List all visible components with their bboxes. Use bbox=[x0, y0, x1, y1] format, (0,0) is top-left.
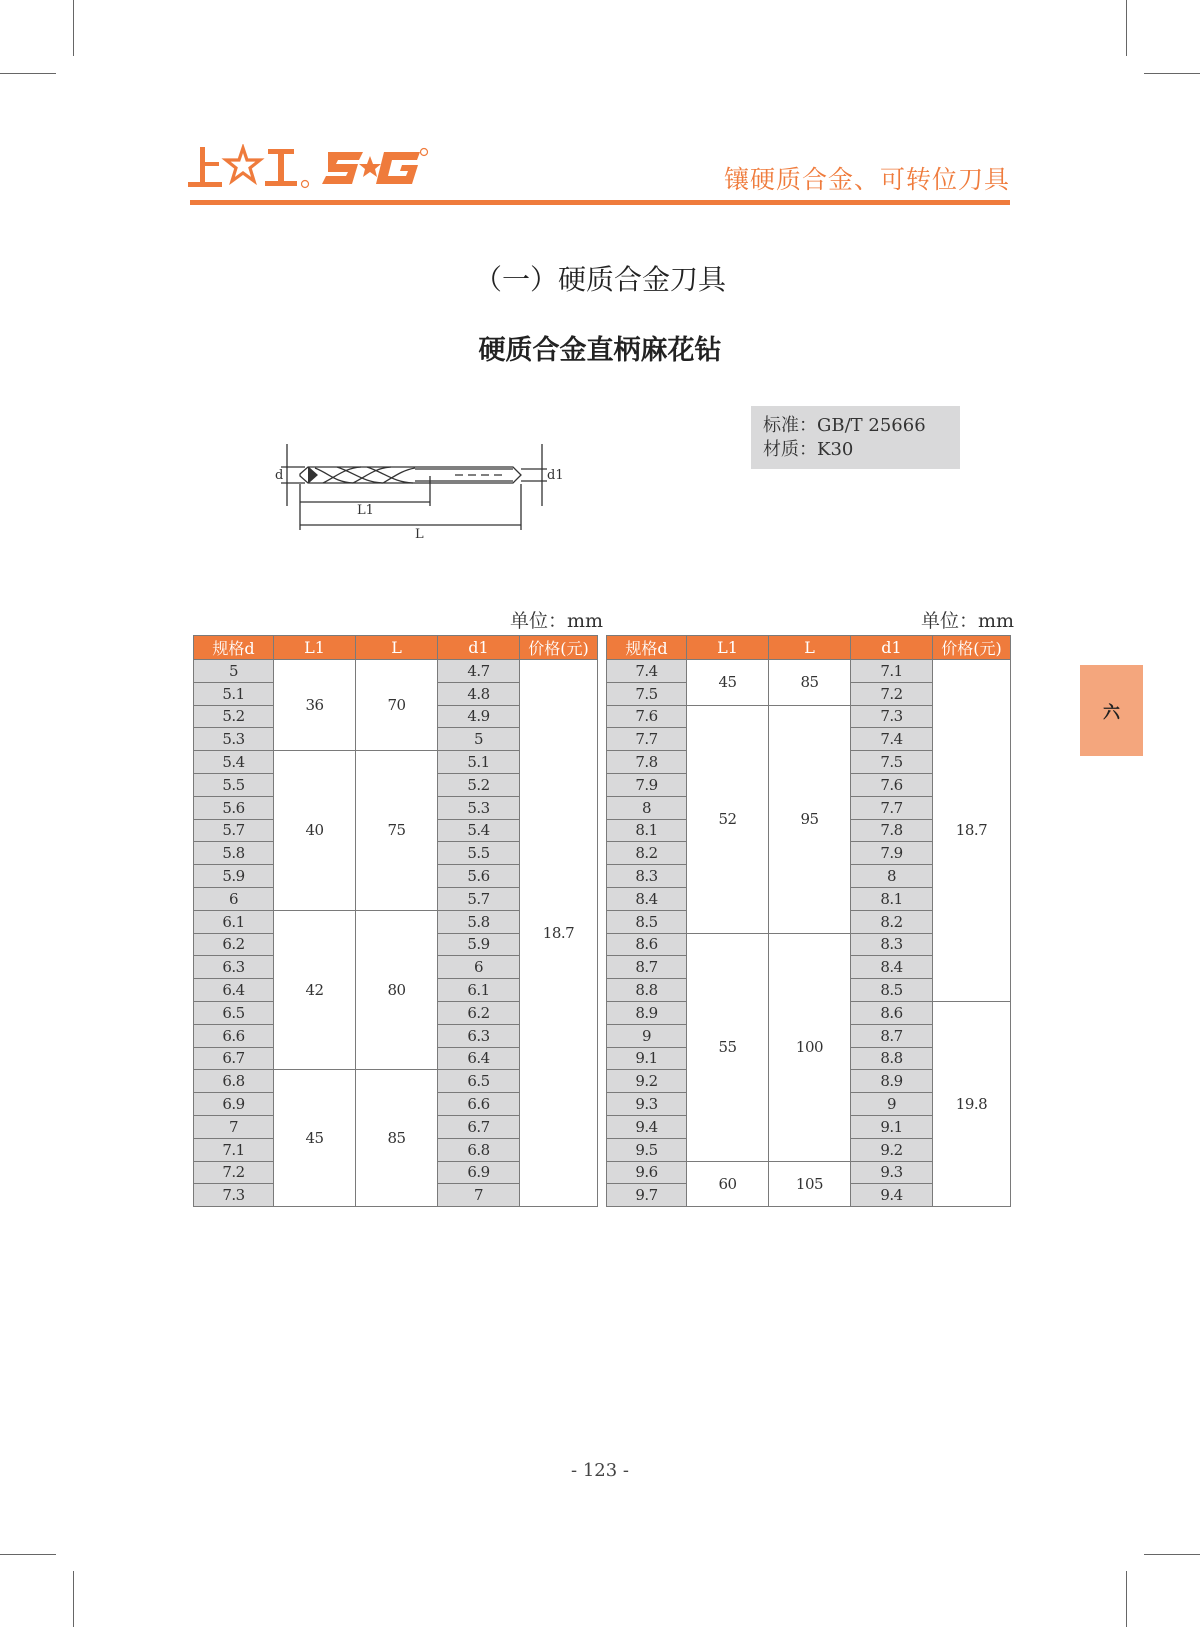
header-rule bbox=[190, 200, 1010, 205]
size-d-cell: 5.2 bbox=[194, 705, 274, 728]
d1-cell: 4.8 bbox=[438, 682, 520, 705]
size-d-cell: 5.6 bbox=[194, 796, 274, 819]
d1-cell: 9.4 bbox=[851, 1184, 933, 1207]
crop-mark bbox=[1126, 0, 1127, 56]
size-d-cell: 7.2 bbox=[194, 1161, 274, 1184]
product-title: 硬质合金直柄麻花钻 bbox=[478, 335, 722, 366]
L-cell: 80 bbox=[356, 910, 438, 1070]
column-header: L1 bbox=[274, 636, 356, 660]
L-cell: 85 bbox=[356, 1070, 438, 1207]
d1-cell: 8.9 bbox=[851, 1070, 933, 1093]
d1-cell: 6.2 bbox=[438, 1001, 520, 1024]
L1-cell: 55 bbox=[687, 933, 769, 1161]
size-d-cell: 7.7 bbox=[607, 728, 687, 751]
size-d-cell: 5.5 bbox=[194, 773, 274, 796]
d1-cell: 9.2 bbox=[851, 1138, 933, 1161]
spec-table-right bbox=[606, 635, 1011, 1207]
size-d-cell: 6.8 bbox=[194, 1070, 274, 1093]
d1-cell: 5.6 bbox=[438, 865, 520, 888]
column-header: L1 bbox=[687, 636, 769, 660]
size-d-cell: 9.5 bbox=[607, 1138, 687, 1161]
spec-table-left bbox=[193, 635, 598, 1207]
price-cell: 19.8 bbox=[933, 1001, 1011, 1206]
d1-cell: 6.4 bbox=[438, 1047, 520, 1070]
d1-cell: 4.7 bbox=[438, 660, 520, 683]
size-d-cell: 8.9 bbox=[607, 1001, 687, 1024]
column-header: L bbox=[769, 636, 851, 660]
size-d-cell: 9.2 bbox=[607, 1070, 687, 1093]
d1-cell: 7.3 bbox=[851, 705, 933, 728]
d1-cell: 5.1 bbox=[438, 751, 520, 774]
column-header: 价格(元) bbox=[933, 636, 1011, 660]
crop-mark bbox=[0, 1554, 56, 1555]
d1-cell: 5.7 bbox=[438, 887, 520, 910]
d1-cell: 7.5 bbox=[851, 751, 933, 774]
d1-cell: 6.3 bbox=[438, 1024, 520, 1047]
L1-cell: 40 bbox=[274, 751, 356, 911]
d1-cell: 6.7 bbox=[438, 1115, 520, 1138]
size-d-cell: 8.5 bbox=[607, 910, 687, 933]
L1-cell: 45 bbox=[687, 660, 769, 706]
d1-cell: 8 bbox=[851, 865, 933, 888]
size-d-cell: 8.3 bbox=[607, 865, 687, 888]
standard-label: 标准：GB/T 25666 bbox=[763, 415, 926, 436]
size-d-cell: 5.1 bbox=[194, 682, 274, 705]
size-d-cell: 8.6 bbox=[607, 933, 687, 956]
size-d-cell: 9.3 bbox=[607, 1093, 687, 1116]
L1-label: L1 bbox=[357, 503, 374, 518]
L-cell: 70 bbox=[356, 660, 438, 751]
d1-cell: 8.6 bbox=[851, 1001, 933, 1024]
column-header: 规格d bbox=[194, 636, 274, 660]
size-d-cell: 8.2 bbox=[607, 842, 687, 865]
size-d-cell: 9.6 bbox=[607, 1161, 687, 1184]
L1-cell: 36 bbox=[274, 660, 356, 751]
unit-label-left: 单位：mm bbox=[510, 610, 604, 632]
size-d-cell: 7 bbox=[194, 1115, 274, 1138]
price-cell: 18.7 bbox=[933, 660, 1011, 1002]
size-d-cell: 7.9 bbox=[607, 773, 687, 796]
d1-cell: 6.9 bbox=[438, 1161, 520, 1184]
L-cell: 85 bbox=[769, 660, 851, 706]
price-cell: 18.7 bbox=[520, 660, 598, 1207]
size-d-cell: 7.5 bbox=[607, 682, 687, 705]
L1-cell: 52 bbox=[687, 705, 769, 933]
size-d-cell: 5.8 bbox=[194, 842, 274, 865]
d1-cell: 6.5 bbox=[438, 1070, 520, 1093]
size-d-cell: 6 bbox=[194, 887, 274, 910]
size-d-cell: 9.1 bbox=[607, 1047, 687, 1070]
size-d-cell: 5.7 bbox=[194, 819, 274, 842]
column-header: d1 bbox=[438, 636, 520, 660]
L-cell: 105 bbox=[769, 1161, 851, 1207]
d1-cell: 7.1 bbox=[851, 660, 933, 683]
size-d-cell: 5.4 bbox=[194, 751, 274, 774]
L1-cell: 60 bbox=[687, 1161, 769, 1207]
crop-mark bbox=[1144, 73, 1200, 74]
size-d-cell: 8.7 bbox=[607, 956, 687, 979]
d1-label: d1 bbox=[547, 468, 564, 483]
crop-mark bbox=[73, 1571, 74, 1627]
size-d-cell: 6.1 bbox=[194, 910, 274, 933]
d1-cell: 8.3 bbox=[851, 933, 933, 956]
d1-cell: 7 bbox=[438, 1184, 520, 1207]
d1-cell: 9.3 bbox=[851, 1161, 933, 1184]
L1-cell: 45 bbox=[274, 1070, 356, 1207]
d1-cell: 5.8 bbox=[438, 910, 520, 933]
column-header: d1 bbox=[851, 636, 933, 660]
size-d-cell: 6.9 bbox=[194, 1093, 274, 1116]
d1-cell: 7.9 bbox=[851, 842, 933, 865]
d1-cell: 5.9 bbox=[438, 933, 520, 956]
crop-mark bbox=[1126, 1571, 1127, 1627]
size-d-cell: 5.3 bbox=[194, 728, 274, 751]
column-header: L bbox=[356, 636, 438, 660]
size-d-cell: 9.4 bbox=[607, 1115, 687, 1138]
L-cell: 95 bbox=[769, 705, 851, 933]
d1-cell: 6 bbox=[438, 956, 520, 979]
d1-cell: 4.9 bbox=[438, 705, 520, 728]
size-d-cell: 9 bbox=[607, 1024, 687, 1047]
L1-cell: 42 bbox=[274, 910, 356, 1070]
d-label: d bbox=[275, 468, 284, 483]
column-header: 价格(元) bbox=[520, 636, 598, 660]
d1-cell: 9 bbox=[851, 1093, 933, 1116]
page-number: - 123 - bbox=[571, 1460, 629, 1481]
category-title: 镶硬质合金、可转位刀具 bbox=[723, 165, 1010, 194]
L-label: L bbox=[415, 527, 424, 542]
L-cell: 75 bbox=[356, 751, 438, 911]
size-d-cell: 8.8 bbox=[607, 979, 687, 1002]
d1-cell: 5 bbox=[438, 728, 520, 751]
size-d-cell: 6.7 bbox=[194, 1047, 274, 1070]
d1-cell: 7.6 bbox=[851, 773, 933, 796]
size-d-cell: 6.3 bbox=[194, 956, 274, 979]
d1-cell: 5.3 bbox=[438, 796, 520, 819]
column-header: 规格d bbox=[607, 636, 687, 660]
crop-mark bbox=[73, 0, 74, 56]
d1-cell: 8.4 bbox=[851, 956, 933, 979]
d1-cell: 7.2 bbox=[851, 682, 933, 705]
d1-cell: 6.8 bbox=[438, 1138, 520, 1161]
size-d-cell: 5 bbox=[194, 660, 274, 683]
size-d-cell: 7.4 bbox=[607, 660, 687, 683]
d1-cell: 5.4 bbox=[438, 819, 520, 842]
size-d-cell: 7.1 bbox=[194, 1138, 274, 1161]
size-d-cell: 6.2 bbox=[194, 933, 274, 956]
table-header-row bbox=[607, 636, 1011, 660]
chapter-tab: 六 bbox=[1080, 665, 1143, 756]
d1-cell: 6.6 bbox=[438, 1093, 520, 1116]
size-d-cell: 8.4 bbox=[607, 887, 687, 910]
d1-cell: 7.4 bbox=[851, 728, 933, 751]
drill-diagram bbox=[275, 440, 565, 550]
size-d-cell: 6.5 bbox=[194, 1001, 274, 1024]
d1-cell: 5.5 bbox=[438, 842, 520, 865]
table-row bbox=[607, 660, 1011, 683]
material-label: 材质：K30 bbox=[763, 439, 854, 460]
unit-label-right: 单位：mm bbox=[921, 610, 1015, 632]
L-cell: 100 bbox=[769, 933, 851, 1161]
size-d-cell: 6.6 bbox=[194, 1024, 274, 1047]
size-d-cell: 9.7 bbox=[607, 1184, 687, 1207]
table-row bbox=[194, 660, 598, 683]
d1-cell: 8.2 bbox=[851, 910, 933, 933]
crop-mark bbox=[1144, 1554, 1200, 1555]
size-d-cell: 7.3 bbox=[194, 1184, 274, 1207]
d1-cell: 8.5 bbox=[851, 979, 933, 1002]
size-d-cell: 6.4 bbox=[194, 979, 274, 1002]
d1-cell: 8.8 bbox=[851, 1047, 933, 1070]
size-d-cell: 8 bbox=[607, 796, 687, 819]
size-d-cell: 7.6 bbox=[607, 705, 687, 728]
table-header-row bbox=[194, 636, 598, 660]
d1-cell: 7.7 bbox=[851, 796, 933, 819]
size-d-cell: 8.1 bbox=[607, 819, 687, 842]
d1-cell: 8.1 bbox=[851, 887, 933, 910]
d1-cell: 5.2 bbox=[438, 773, 520, 796]
spec-box bbox=[751, 406, 960, 469]
crop-mark bbox=[0, 73, 56, 74]
d1-cell: 8.7 bbox=[851, 1024, 933, 1047]
d1-cell: 9.1 bbox=[851, 1115, 933, 1138]
d1-cell: 6.1 bbox=[438, 979, 520, 1002]
d1-cell: 7.8 bbox=[851, 819, 933, 842]
section-title: （一）硬质合金刀具 bbox=[473, 263, 726, 296]
size-d-cell: 7.8 bbox=[607, 751, 687, 774]
brand-logo bbox=[188, 144, 433, 194]
size-d-cell: 5.9 bbox=[194, 865, 274, 888]
